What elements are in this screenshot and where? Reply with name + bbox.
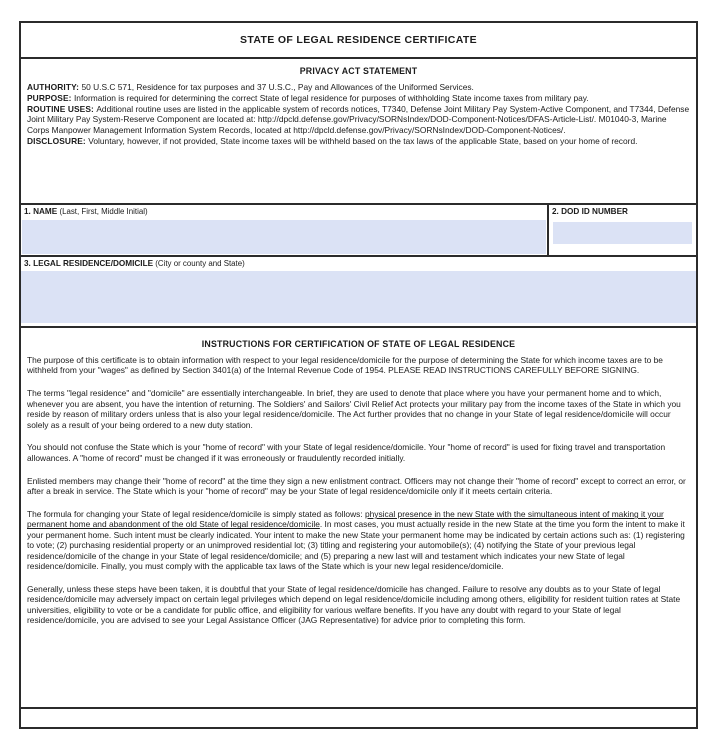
privacy-act-section xyxy=(21,57,696,203)
instruction-paragraph: The purpose of this certificate is to obtain information with respect to your legal residence/domicile for the purpose of determining the State for which income taxes are to be withheld from your "wages" as defined by Section 3401(a) of the Internal Revenue Code of 1954. PLEASE READ INSTRUCTIONS CAREFULLY BEFORE SIGNING. xyxy=(27,355,663,376)
dod-id-field-cell xyxy=(547,205,696,255)
privacy-act-heading: PRIVACY ACT STATEMENT xyxy=(299,66,418,76)
instruction-paragraph: The terms "legal residence" and "domicile" are essentially interchangeable. In brief, they are used to denote that place where you have your permanent home and to which, whenever you are absent, you have the intention of returning. The Soldiers' and Sailors' Civil Relief Act protects your military pay from the income taxes of the State in which you reside by reason of military orders unless that is also your legal residence/domicile. The Act further provides that no change in your State of legal residence/domicile will occur solely as a result of your being ordered to a new duty station. xyxy=(27,388,681,430)
name-input[interactable] xyxy=(22,220,546,254)
legal-residence-field-label xyxy=(24,259,693,268)
instruction-paragraph: Generally, unless these steps have been taken, it is doubtful that your State of legal residence/domicile has changed. Failure to resolve any doubts as to your State of legal residence/domicile may adversely impact on certain legal privileges which depend on legal residence/domicile including among others, eligibility for resident tuition rates at State universities, eligibility to vote or be a candidate for public office, and eligibility for various welfare benefits. If you have any doubt with regard to your State of legal residence/domicile, you are advised to see your Legal Assistance Officer (JAG Representative) for advice prior to completing this form. xyxy=(27,584,681,626)
privacy-item: AUTHORITY: 50 U.S.C 571, Residence for tax purposes and 37 U.S.C., Pay and Allowances of the Uniformed Services. xyxy=(27,82,474,92)
dod-id-field-label xyxy=(552,207,693,216)
privacy-item: DISCLOSURE: Voluntary, however, if not provided, State income taxes will be withheld based on the tax laws of the applicable State, based on your home of record. xyxy=(27,135,638,146)
instruction-paragraphs xyxy=(27,355,690,626)
name-field-cell xyxy=(21,205,547,255)
privacy-item: ROUTINE USES: Additional routine uses are listed in the applicable system of records notices, T7340, Defense Joint Military Pay System-Active Component, and T7344, Defense Joint Military Pay System-Reserve Component are located at: http://dpcld.defense.gov/Privacy/SORNsIndex/DOD-Component-Notices/DFAS-Article-List/. M01040-3, Marine Corps Manpower Management Information System Records, located at http://dpcld.defense.gov/Privacy/SORNsIndex/DOD-Component-Notices/. xyxy=(27,103,690,136)
dod-id-input[interactable] xyxy=(553,222,692,244)
name-input-area[interactable] xyxy=(22,220,546,254)
instruction-paragraph: You should not confuse the State which is your "home of record" with your State of legal residence/domicile. Your "home of record" is used for fixing travel and transportation allowances. A "home of record" must be changed if it was erroneously or fraudulently recorded initially. xyxy=(27,442,666,463)
instruction-paragraph: Enlisted members may change their "home of record" at the time they sign a new enlistment contract. Officers may not change their "home of record" except to correct an error, or after a break in service. The State which is your "home of record" may be your State of legal residence/domicile only if it meets certain criteria. xyxy=(27,475,686,497)
name-field-hint: (Last, First, Middle Initial) xyxy=(59,207,148,216)
privacy-items xyxy=(27,82,690,147)
instruction-paragraph: The formula for changing your State of legal residence/domicile is simply stated as follows: physical presence in the new State with the simultaneous intent of making it your permanent home and abandonment of the old State of legal residence/domicile. In most cases, you must actually reside in the new State at the time you form the intent to make it your permanent home. Such intent must be clearly indicated. Your intent to make the new State your permanent home may be indicated by certain actions such as: (1) registering to vote; (2) purchasing residential property or an unimproved residential lot; (3) titling and registering your automobile(s); (4) notifying the State of your previous legal residence/domicile of the change in your State of legal residence/domicile; and (5) preparing a new last will and testament which indicates your new State of legal residence/domicile. Finally, you must comply with the applicable tax laws of the State which is your new legal residence/domicile. xyxy=(27,509,685,572)
name-field-label xyxy=(24,207,544,216)
dod-id-field-label-bold: 2. DOD ID NUMBER xyxy=(552,207,628,216)
form-title-box xyxy=(21,23,696,57)
legal-residence-form xyxy=(19,21,698,729)
legal-residence-input[interactable] xyxy=(21,271,696,323)
legal-residence-input-area[interactable] xyxy=(21,271,696,323)
legal-residence-field-hint: (City or county and State) xyxy=(155,259,245,268)
legal-residence-field-cell xyxy=(21,255,696,326)
instructions-section xyxy=(21,326,696,707)
legal-residence-field-label-bold: 3. LEGAL RESIDENCE/DOMICILE xyxy=(24,259,154,268)
name-dodid-row xyxy=(21,203,696,255)
page-title: STATE OF LEGAL RESIDENCE CERTIFICATE xyxy=(240,34,477,46)
next-section-partial xyxy=(21,707,696,727)
name-field-label-bold: 1. NAME xyxy=(24,207,58,216)
dod-id-input-area[interactable] xyxy=(553,222,692,244)
instructions-heading: INSTRUCTIONS FOR CERTIFICATION OF STATE OF LEGAL RESIDENCE xyxy=(201,339,516,349)
privacy-item: PURPOSE: Information is required for determining the correct State of legal residence for purposes of withholding State income taxes from military pay. xyxy=(27,92,589,103)
